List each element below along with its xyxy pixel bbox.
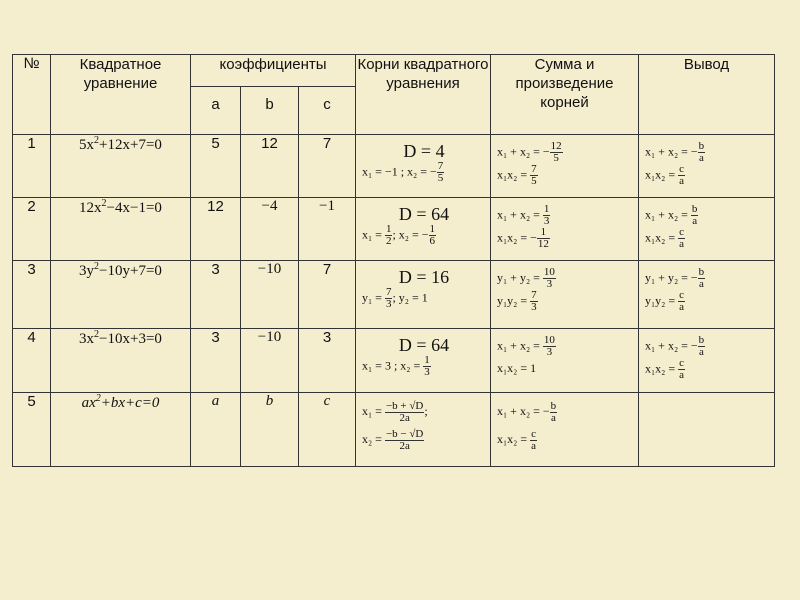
coef-a: a — [191, 393, 241, 467]
equation: $3x^2-10x+3=0$ — [51, 329, 191, 393]
coef-b: −10 — [241, 261, 299, 329]
header-sum-product: Сумма и произведение корней — [491, 55, 639, 135]
conclusion-cell: x₁ + x₂ = $\frac{b}{a}$ x₁x₂ = $\frac{c}{a}$ — [639, 198, 775, 261]
coef-b: −10 — [241, 329, 299, 393]
sum-product-cell: x₁ + x₂ = − $\frac{12}{5}$ x₁x₂ = $\frac{7}{5}$ — [491, 135, 639, 198]
equation: $ax^2+bx+c=0$ — [51, 393, 191, 467]
roots-cell: x₁ = $\frac{-b + √D}{2a}$ ; x₂ = $\frac{-b - √D}{2a}$ — [356, 393, 491, 467]
header-row — [13, 55, 775, 87]
header-equation: Квадратное уравнение — [51, 55, 191, 135]
row-number: 5 — [13, 393, 51, 467]
conclusion-cell: x₁ + x₂ = − $\frac{b}{a}$ x₁x₂ = $\frac{c}{a}$ — [639, 135, 775, 198]
discriminant: D = 4 — [403, 141, 445, 161]
roots-cell: D = 4 x₁ = −1 ; x₂ = − $\frac{7}{5}$ — [356, 135, 491, 198]
header-coef-c: c — [299, 87, 356, 135]
coef-a: 3 — [191, 329, 241, 393]
quadratic-table — [12, 54, 775, 467]
row-number: 4 — [13, 329, 51, 393]
discriminant: D = 64 — [398, 204, 450, 224]
table-row — [13, 261, 775, 329]
discriminant: D = 64 — [398, 335, 450, 355]
conclusion-cell — [639, 393, 775, 467]
coef-a: 12 — [191, 198, 241, 261]
sum-product-cell: x₁ + x₂ = $\frac{1}{3}$ x₁x₂ = − $\frac{1}{12}$ — [491, 198, 639, 261]
coef-c: 3 — [299, 329, 356, 393]
table-row — [13, 198, 775, 261]
header-coef-a: a — [191, 87, 241, 135]
row-number: 2 — [13, 198, 51, 261]
equation: $5x^2+12x+7=0$ — [51, 135, 191, 198]
conclusion-cell: y₁ + y₂ = − $\frac{b}{a}$ y₁y₂ = $\frac{c}{a}$ — [639, 261, 775, 329]
roots-cell: D = 64 x₁ = $\frac{1}{2}$ ; x₂ = − $\frac{1}{6}$ — [356, 198, 491, 261]
equation: $3y^2-10y+7=0$ — [51, 261, 191, 329]
header-number: № — [13, 55, 51, 135]
header-conclusion: Вывод — [639, 55, 775, 135]
row-number: 1 — [13, 135, 51, 198]
header-coefficients: коэффициенты — [191, 55, 356, 87]
sum-product-cell: x₁ + x₂ = $\frac{10}{3}$ x₁x₂ = 1 — [491, 329, 639, 393]
coef-a: 3 — [191, 261, 241, 329]
table-row — [13, 393, 775, 467]
conclusion-cell: x₁ + x₂ = − $\frac{b}{a}$ x₁x₂ = $\frac{c}{a}$ — [639, 329, 775, 393]
coef-c: 7 — [299, 261, 356, 329]
sum-product-cell: x₁ + x₂ = − $\frac{b}{a}$ x₁x₂ = $\frac{c}{a}$ — [491, 393, 639, 467]
header-coef-b: b — [241, 87, 299, 135]
sum-product-cell: y₁ + y₂ = $\frac{10}{3}$ y₁y₂ = $\frac{7}{3}$ — [491, 261, 639, 329]
coef-c: −1 — [299, 198, 356, 261]
discriminant: D = 16 — [398, 267, 450, 287]
table-row — [13, 329, 775, 393]
coef-a: 5 — [191, 135, 241, 198]
roots-cell: D = 64 x₁ = 3 ; x₂ = $\frac{1}{3}$ — [356, 329, 491, 393]
header-roots: Корни квадратного уравнения — [356, 55, 491, 135]
coef-b: 12 — [241, 135, 299, 198]
equation: $12x^2-4x-1=0$ — [51, 198, 191, 261]
row-number: 3 — [13, 261, 51, 329]
coef-b: b — [241, 393, 299, 467]
coef-c: 7 — [299, 135, 356, 198]
coef-b: −4 — [241, 198, 299, 261]
table-row — [13, 135, 775, 198]
coef-c: c — [299, 393, 356, 467]
roots-cell: D = 16 y₁ = $\frac{7}{3}$ ; y₂ = 1 — [356, 261, 491, 329]
